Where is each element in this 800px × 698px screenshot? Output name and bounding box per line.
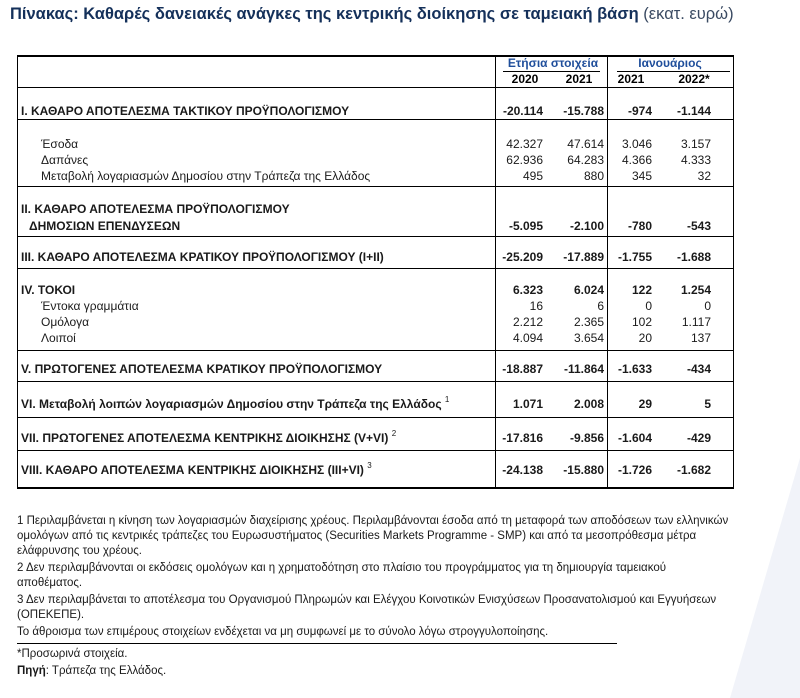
row-rule — [17, 186, 734, 187]
value-2021-jan: 0 — [645, 299, 652, 313]
value-2022-jan: -1.682 — [676, 463, 711, 477]
table-row — [17, 315, 734, 331]
source-note — [17, 664, 734, 679]
row-label: II. ΚΑΘΑΡΟ ΑΠΟΤΕΛΕΣΜΑ ΠΡΟΫΠΟΛΟΓΙΣΜΟΥ — [21, 202, 290, 216]
value-2021-jan: 122 — [631, 283, 652, 297]
value-2022-jan: 5 — [704, 397, 711, 411]
footnote-ref: 3 — [367, 461, 372, 470]
footnote-2: 2 Δεν περιλαμβάνονται οι εκδόσεις ομολόγων και η χρηματοδότηση στο πλαίσιο του προγράμματος για τη δημιουργία ταμειακού αποθέματος. — [17, 562, 667, 589]
row-label — [21, 431, 396, 445]
row-label: Έσοδα — [41, 137, 79, 151]
value-2021: 3.654 — [573, 331, 604, 345]
provisional-note: *Προσωρινά στοιχεία. — [17, 648, 128, 660]
row-rule — [17, 350, 734, 351]
table-row — [17, 104, 734, 120]
value-2021: 6.024 — [573, 283, 604, 297]
row-label: Λοιποί — [41, 331, 76, 345]
table-row — [17, 331, 734, 347]
background-decoration — [730, 458, 800, 698]
value-2020: 495 — [522, 169, 543, 183]
row-label: I. ΚΑΘΑΡΟ ΑΠΟΤΕΛΕΣΜΑ ΤΑΚΤΙΚΟΥ ΠΡΟΫΠΟΛΟΓΙΣΜΟΥ — [21, 104, 350, 118]
value-2021-jan: -1.604 — [617, 431, 652, 445]
value-2022-jan: 4.333 — [680, 153, 711, 167]
table-row — [17, 202, 734, 218]
table-row — [17, 283, 734, 299]
value-2021: -11.864 — [563, 362, 604, 376]
row-label-text: VII. ΠΡΩΤΟΓΕΝΕΣ ΑΠΟΤΕΛΕΣΜΑ ΚΕΝΤΡΙΚΗΣ ΔΙΟΙΚΗΣΗΣ (V+VI) — [21, 431, 389, 445]
value-2022-jan: 137 — [690, 331, 711, 345]
value-2020: 16 — [529, 299, 543, 313]
column-divider-1 — [495, 55, 496, 489]
value-2021-jan: 345 — [631, 169, 652, 183]
value-2021-jan: 102 — [631, 315, 652, 329]
value-2020: -17.816 — [502, 431, 543, 445]
table-row — [17, 431, 734, 447]
table-bottom-rule — [17, 487, 734, 489]
source-text: : Τράπεζα της Ελλάδος. — [45, 665, 167, 677]
value-2020: 42.327 — [506, 137, 543, 151]
value-2021: 64.283 — [567, 153, 604, 167]
value-2020: 1.071 — [512, 397, 543, 411]
table-row — [17, 362, 734, 378]
value-2020: -24.138 — [502, 463, 543, 477]
footnote-1: 1 Περιλαμβάνεται η κίνηση των λογαριασμών διαχείρισης χρέους. Περιλαμβάνονται έσοδα από τη μεταφορά των αποδόσεων των ελληνικών ομολόγων από τις κεντρικές τράπεζες του Ευρωσυστήματος (Securities Markets Programme - SMP) και από τα μεσοπρόθεσμα μέτρα ελάφρυνσης του χρέους. — [17, 515, 729, 557]
right-border — [733, 55, 734, 489]
value-2022-jan: -434 — [686, 362, 711, 376]
value-2020: -20.114 — [502, 104, 543, 118]
year-2021-jan: 2021 — [617, 72, 645, 86]
year-2022-jan: 2022* — [678, 72, 710, 86]
value-2021: -2.100 — [569, 219, 604, 233]
value-2021: -9.856 — [569, 431, 604, 445]
value-2022-jan: -1.144 — [676, 104, 711, 118]
annual-header: Ετήσια στοιχεία — [507, 56, 599, 70]
value-2021: 6 — [597, 299, 604, 313]
value-2020: 4.094 — [512, 331, 543, 345]
row-rule — [17, 268, 734, 269]
value-2021: -15.788 — [563, 104, 604, 118]
value-2021-jan: -1.755 — [617, 250, 652, 264]
row-label: IV. ΤΟΚΟΙ — [21, 283, 76, 297]
row-label: V. ΠΡΩΤΟΓΕΝΕΣ ΑΠΟΤΕΛΕΣΜΑ ΚΡΑΤΙΚΟΥ ΠΡΟΫΠΟΛΟΓΙΣΜΟΥ — [21, 362, 383, 376]
table-row — [17, 137, 734, 153]
footnote-3: 3 Δεν περιλαμβάνεται το αποτέλεσμα του Οργανισμού Πληρωμών και Ελέγχου Κοινοτικών Ενισχύσεων Προσανατολισμού και Εγγυήσεων (ΟΠΕΚΕΠΕ). — [17, 594, 717, 621]
row-rule — [17, 417, 734, 418]
row-label-text: VIII. ΚΑΘΑΡΟ ΑΠΟΤΕΛΕΣΜΑ ΚΕΝΤΡΙΚΗΣ ΔΙΟΙΚΗΣΗΣ (III+VI) — [21, 463, 364, 477]
value-2020: 2.212 — [512, 315, 543, 329]
table-row — [17, 153, 734, 169]
value-2021: 2.008 — [573, 397, 604, 411]
column-divider-2 — [607, 55, 608, 489]
data-table — [17, 46, 734, 489]
row-label: Έντοκα γραμμάτια — [41, 299, 139, 313]
value-2022-jan: 1.117 — [681, 315, 711, 329]
footnote-separator — [17, 643, 617, 644]
value-2021-jan: -1.633 — [617, 362, 652, 376]
footnote-ref: 2 — [391, 429, 397, 438]
table-row — [17, 219, 734, 235]
year-2021: 2021 — [565, 72, 593, 86]
page-title — [10, 5, 734, 24]
row-label: III. ΚΑΘΑΡΟ ΑΠΟΤΕΛΕΣΜΑ ΚΡΑΤΙΚΟΥ ΠΡΟΫΠΟΛΟΓΙΣΜΟΥ (I+II) — [21, 250, 384, 264]
value-2022-jan: 3.157 — [680, 137, 711, 151]
row-rule — [17, 119, 734, 120]
table-row — [17, 463, 734, 479]
row-label — [21, 397, 449, 411]
table-row — [17, 397, 734, 413]
value-2022-jan: 0 — [704, 299, 711, 313]
value-2021: 880 — [583, 169, 604, 183]
table-row — [17, 169, 734, 185]
row-label: Ομόλογα — [41, 315, 90, 329]
value-2022-jan: -543 — [686, 219, 711, 233]
row-rule — [17, 450, 734, 451]
table-row — [17, 250, 734, 266]
value-2021-jan: -780 — [627, 219, 652, 233]
value-2021-jan: 29 — [638, 397, 652, 411]
table-row — [17, 299, 734, 315]
year-2020: 2020 — [511, 72, 539, 86]
footnotes — [17, 514, 734, 681]
row-rule — [17, 381, 734, 382]
value-2021: 47.614 — [567, 137, 604, 151]
value-2022-jan: 1.254 — [680, 283, 711, 297]
value-2021-jan: -974 — [627, 104, 652, 118]
value-2021-jan: 3.046 — [621, 137, 652, 151]
title-main: Πίνακας: Καθαρές δανειακές ανάγκες της κεντρικής διοίκησης σε ταμειακή βάση — [10, 5, 639, 23]
january-header: Ιανουάριος — [638, 56, 702, 70]
row-label: ΔΗΜΟΣΙΩΝ ΕΠΕΝΔΥΣΕΩΝ — [29, 219, 181, 233]
rounding-note: Το άθροισμα των επιμέρους στοιχείων ενδέχεται να μη συμφωνεί με το σύνολο λόγω στρογγυλοποίησης. — [17, 626, 549, 638]
value-2021-jan: 20 — [638, 331, 652, 345]
value-2020: -5.095 — [508, 219, 543, 233]
row-label-text: VI. Μεταβολή λοιπών λογαριασμών Δημοσίου στην Τράπεζα της Ελλάδος — [21, 397, 442, 411]
value-2022-jan: -429 — [686, 431, 711, 445]
footnote-ref: 1 — [444, 395, 450, 404]
row-label — [21, 463, 372, 477]
title-unit: (εκατ. ευρώ) — [643, 5, 734, 23]
value-2020: -25.209 — [502, 250, 543, 264]
value-2021: -17.889 — [563, 250, 604, 264]
row-rule — [17, 236, 734, 237]
left-border — [17, 55, 18, 489]
value-2020: 62.936 — [506, 153, 543, 167]
value-2020: 6.323 — [512, 283, 543, 297]
value-2020: -18.887 — [502, 362, 543, 376]
row-label: Μεταβολή λογαριασμών Δημοσίου στην Τράπεζα της Ελλάδος — [41, 169, 371, 183]
value-2021: -15.880 — [563, 463, 604, 477]
value-2021-jan: 4.366 — [621, 153, 652, 167]
value-2021: 2.365 — [573, 315, 604, 329]
value-2022-jan: 32 — [697, 169, 711, 183]
value-2021-jan: -1.726 — [617, 463, 652, 477]
header-bottom-rule — [17, 87, 734, 88]
value-2022-jan: -1.688 — [676, 250, 711, 264]
row-label: Δαπάνες — [41, 153, 89, 167]
source-label: Πηγή — [17, 665, 46, 677]
